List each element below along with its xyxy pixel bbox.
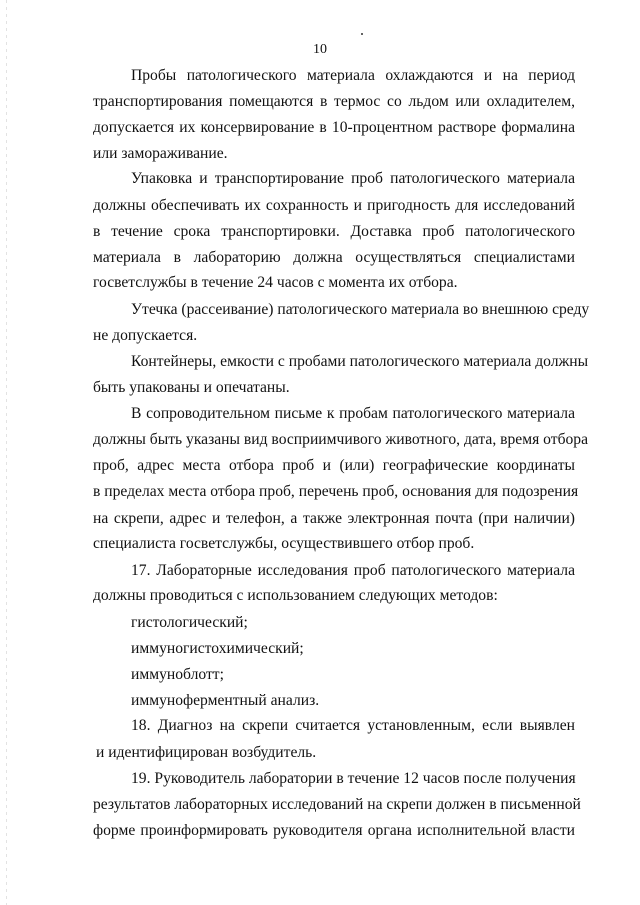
text-line: Контейнеры, емкости с пробами патологического материала должны [131,353,589,370]
scan-edge [6,0,7,905]
text-line: быть упакованы и опечатаны. [93,379,290,396]
text-line: В сопроводительном письме к пробам патологического материала [131,405,575,422]
text-line: 18. Диагноз на скрепи считается установленным, если выявлен [131,717,575,734]
method-list-item: иммуноблотт; [131,666,224,683]
text-line: 19. Руководитель лаборатории в течение 12 часов после получения [131,770,576,787]
text-line: в течение срока транспортировки. Доставка проб патологического [93,223,575,240]
text-line: специалиста госветслужбы, осуществившего отбор проб. [93,535,475,552]
method-list-item: гистологический; [131,614,248,631]
method-list-item: иммуногистохимический; [131,640,304,657]
method-list-item: иммуноферментный анализ. [131,692,320,709]
text-line: на скрепи, адрес и телефон, а также электронная почта (при наличии) [93,510,575,527]
text-line: 17. Лабораторные исследования проб патологического материала [131,562,575,579]
text-line: материала в лабораторию должна осуществляться специалистами [93,249,575,266]
text-line: должны обеспечивать их сохранность и пригодность для исследований [93,197,575,214]
text-line: должны быть указаны вид восприимчивого животного, дата, время отбора [93,431,589,448]
text-line: в пределах места отбора проб, перечень проб, основания для подозрения [93,483,579,500]
text-line: не допускается. [93,327,198,344]
text-line: Упаковка и транспортирование проб патологического материала [131,170,575,187]
text-line: и идентифицирован возбудитель. [96,744,317,761]
page-number: 10 [313,42,327,57]
text-line: госветслужбы в течение 24 часов с момента их отбора. [93,274,458,291]
text-line: должны проводиться с использованием следующих методов: [93,587,498,604]
text-line: или замораживание. [93,145,228,162]
text-line: транспортирования помещаются в термос со льдом или охладителем, [93,93,575,110]
scan-speck [361,33,363,35]
text-line: форме проинформировать руководителя органа исполнительной власти [93,822,575,839]
text-line: результатов лабораторных исследований на скрепи должен в письменной [93,796,581,813]
text-line: проб, адрес места отбора проб и (или) географические координаты [93,457,575,474]
text-line: Пробы патологического материала охлаждаются и на период [131,67,575,84]
text-line: Утечка (рассеивание) патологического материала во внешнюю среду [131,301,590,318]
text-line: допускается их консервирование в 10-процентном растворе формалина [93,119,575,136]
